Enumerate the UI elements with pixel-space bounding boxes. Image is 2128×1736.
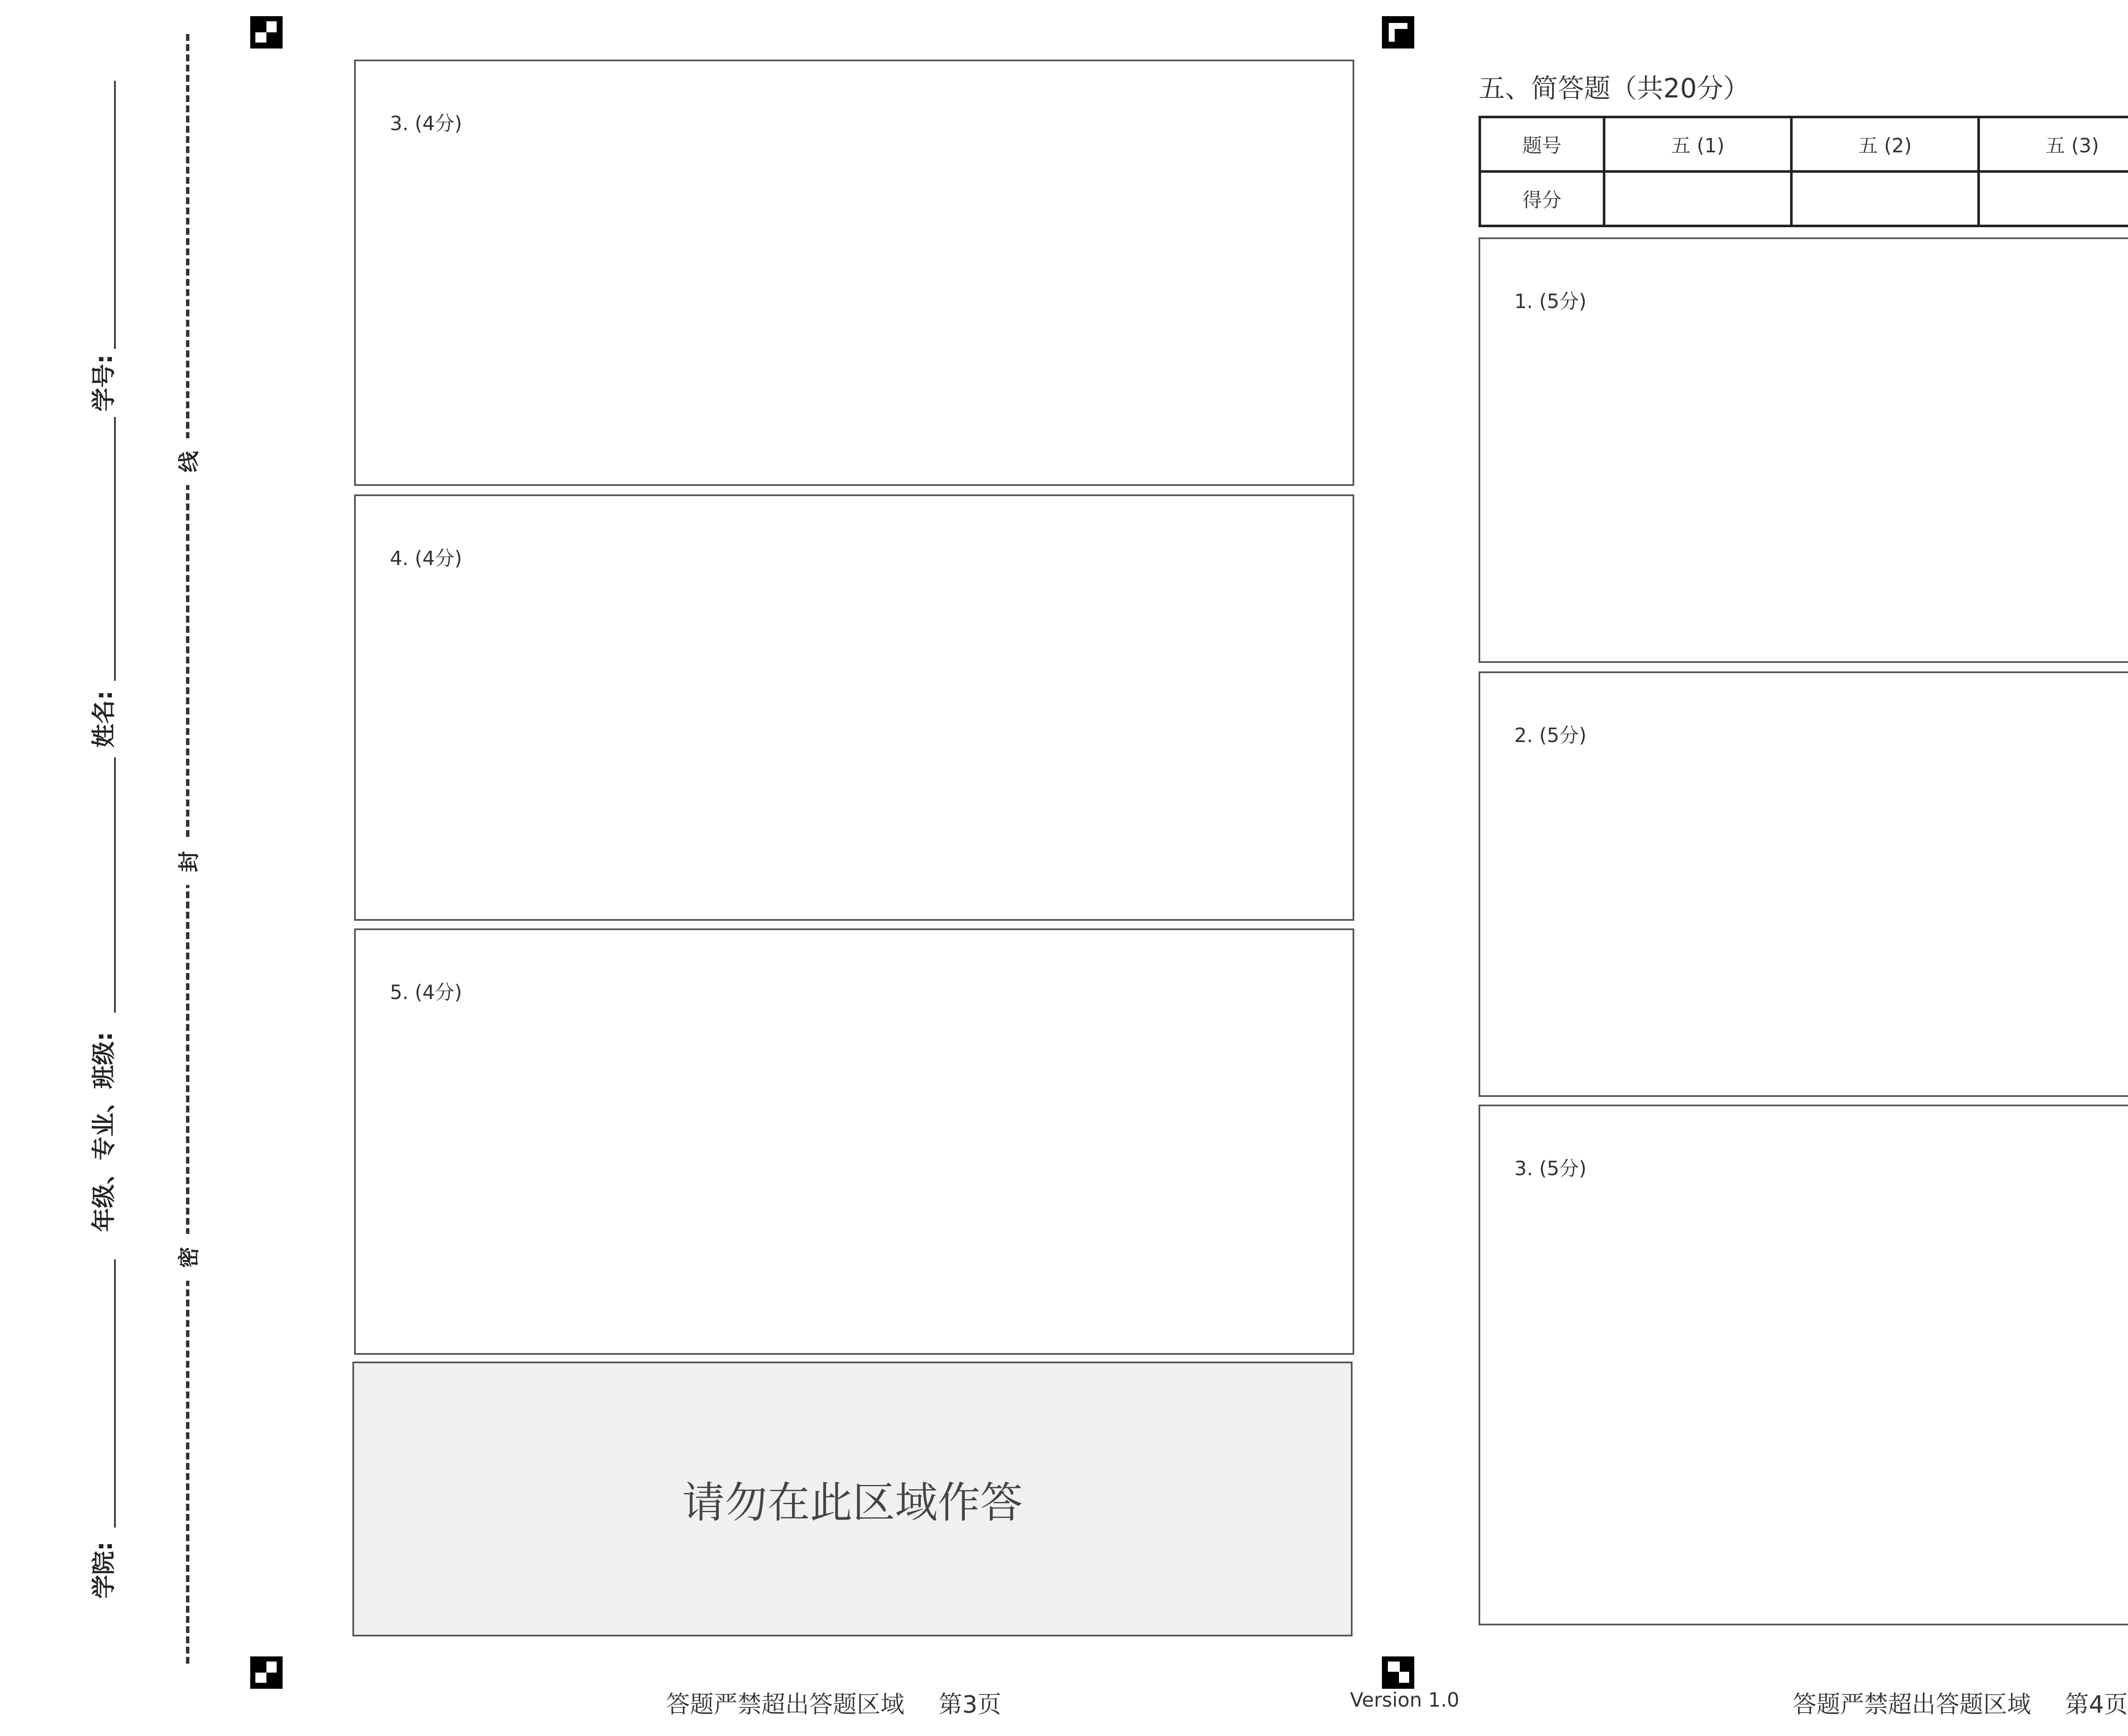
fiducial-marker-bottom-left bbox=[250, 1656, 283, 1689]
version-label: Version 1.0 bbox=[1350, 1688, 1459, 1711]
score-cell[interactable] bbox=[1979, 171, 2128, 226]
question-label: 2. (5分) bbox=[1514, 724, 1587, 747]
header-cell: 五 (2) bbox=[1791, 117, 1979, 171]
fiducial-marker-bottom-center bbox=[1382, 1656, 1414, 1689]
answer-box-question-3[interactable] bbox=[354, 60, 1354, 486]
no-answer-text: 请勿在此区域作答 bbox=[682, 1478, 1023, 1528]
no-answer-zone bbox=[352, 1362, 1353, 1636]
question-label: 3. (4分) bbox=[390, 112, 462, 135]
seal-char-seal: 封 bbox=[178, 838, 197, 885]
question-label: 4. (4分) bbox=[390, 547, 462, 570]
student-id-field[interactable] bbox=[114, 81, 116, 349]
seal-char-line: 线 bbox=[178, 438, 197, 485]
footer-warning: 答题严禁超出答题区域 bbox=[1793, 1691, 2031, 1719]
score-cell[interactable] bbox=[1791, 171, 1979, 226]
grade-major-class-field[interactable] bbox=[114, 757, 116, 1013]
page-number: 第3页 bbox=[938, 1691, 1001, 1719]
question-label: 5. (4分) bbox=[390, 981, 462, 1004]
question-label: 3. (5分) bbox=[1514, 1157, 1587, 1180]
college-label: 学院: bbox=[90, 1541, 118, 1599]
footer-warning: 答题严禁超出答题区域 bbox=[666, 1691, 904, 1719]
page-4-footer bbox=[1793, 1686, 2128, 1720]
score-table-score-row bbox=[1480, 171, 2128, 226]
page-number: 第4页 bbox=[2065, 1691, 2128, 1719]
header-cell: 题号 bbox=[1480, 117, 1604, 171]
answer-box-question-5[interactable] bbox=[354, 928, 1354, 1355]
header-cell: 五 (3) bbox=[1979, 117, 2128, 171]
seal-char-secret: 密 bbox=[178, 1234, 197, 1281]
score-table-header-row bbox=[1480, 117, 2128, 171]
student-id-label: 学号: bbox=[90, 354, 118, 412]
answer-box-question-4[interactable] bbox=[354, 494, 1354, 921]
name-label: 姓名: bbox=[90, 690, 118, 748]
score-table bbox=[1479, 116, 2128, 227]
fiducial-marker-top-left bbox=[250, 16, 283, 49]
grade-major-class-label: 年级、专业、班级: bbox=[90, 1031, 118, 1232]
section-title: 五、简答题（共20分） bbox=[1479, 73, 1750, 104]
question-label: 1. (5分) bbox=[1514, 290, 1587, 313]
answer-box-question-3[interactable] bbox=[1479, 1105, 2128, 1625]
page-3-footer bbox=[666, 1686, 1001, 1720]
fiducial-marker-top-center bbox=[1382, 16, 1414, 49]
name-field[interactable] bbox=[114, 417, 116, 681]
row-label: 得分 bbox=[1480, 171, 1604, 226]
college-field[interactable] bbox=[114, 1259, 116, 1528]
answer-box-question-2[interactable] bbox=[1479, 671, 2128, 1097]
answer-box-question-1[interactable] bbox=[1479, 237, 2128, 663]
header-cell: 五 (1) bbox=[1604, 117, 1791, 171]
score-cell[interactable] bbox=[1604, 171, 1791, 226]
